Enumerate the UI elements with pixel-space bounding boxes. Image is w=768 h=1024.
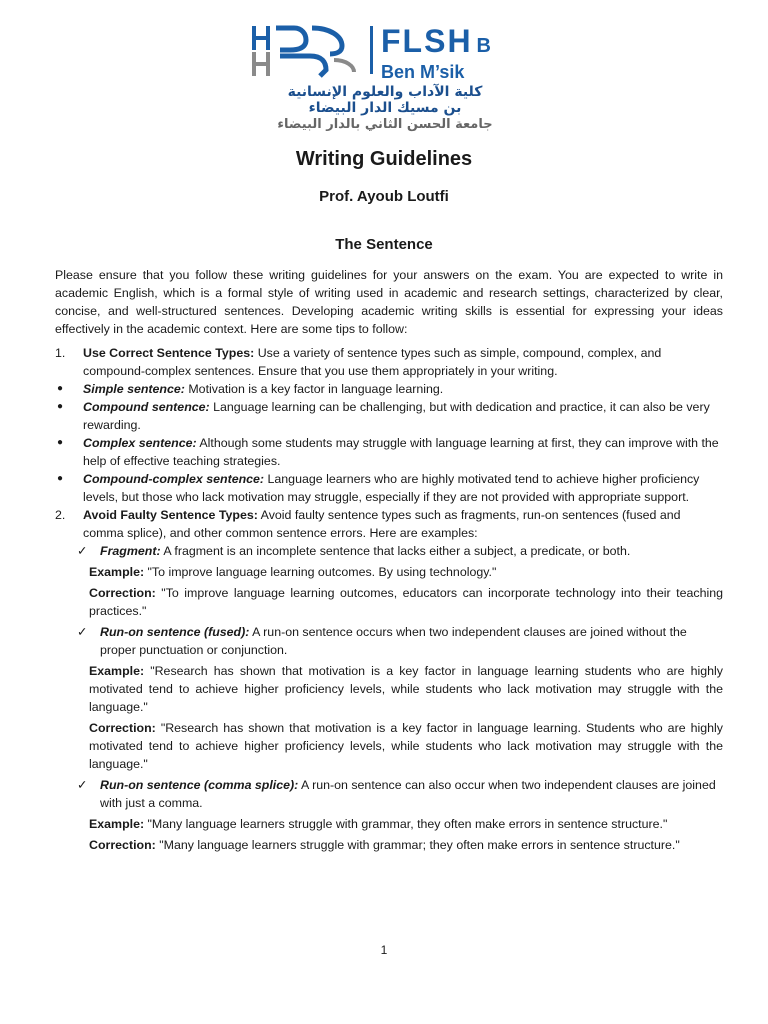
checkmark-icon: ✓ [77, 625, 88, 639]
logo-arabic-line-2: بن مسيك الدار البيضاء [308, 100, 462, 116]
bullet-icon: ● [57, 401, 64, 412]
page-number: 1 [380, 943, 388, 957]
example-text: "Many language learners struggle with grammar, they often make errors in sentence structure." [144, 817, 668, 831]
logo-brand: FLSH B [381, 23, 491, 59]
fault-item-fragment [55, 542, 723, 560]
document-title: Writing Guidelines [295, 148, 473, 170]
example-label: Example: [89, 817, 145, 831]
logo-subtitle: Ben M’sik [381, 62, 465, 82]
fault-label: Fragment: [100, 544, 161, 558]
fault-text: A run-on sentence occurs when two independent clauses are joined without the proper punctuation or conjunction. [100, 625, 687, 657]
university-logo [250, 22, 520, 132]
item-number: 1. [55, 346, 66, 360]
fault-item-fused [55, 623, 723, 659]
correction-text: "Many language learners struggle with grammar; they often make errors in sentence structure." [155, 838, 680, 852]
fault-label: Run-on sentence (comma splice): [100, 778, 299, 792]
flsh-emblem-icon [250, 22, 370, 78]
checkmark-icon: ✓ [77, 778, 88, 792]
correction-line [55, 584, 723, 620]
bullet-item [55, 380, 723, 398]
bullet-icon: ● [57, 383, 64, 394]
item-number: 2. [55, 508, 66, 522]
item-label: Avoid Faulty Sentence Types: [83, 508, 258, 522]
bullet-text: Although some students may struggle with language learning at first, they can improve with the help of effective teaching strategies. [83, 436, 719, 468]
bullet-label: Simple sentence: [83, 382, 185, 396]
example-line [55, 815, 723, 833]
bullet-item [55, 434, 723, 470]
example-text: "To improve language learning outcomes. By using technology." [144, 565, 497, 579]
numbered-item-1 [55, 344, 723, 380]
bullet-label: Complex sentence: [83, 436, 197, 450]
correction-label: Correction: [89, 586, 156, 600]
example-label: Example: [89, 664, 145, 678]
intro-paragraph: Please ensure that you follow these writing guidelines for your answers on the exam. You are expected to write in academic English, which is a formal style of writing used in academic and research settings, characterized by clear, concise, and well-structured sentences. Developing academic writing skills is essential for expressing your ideas effectively in the academic context. Here are some tips to follow: [55, 268, 723, 336]
logo-divider [370, 26, 373, 74]
correction-text: "Research has shown that motivation is a key factor in language learning. Students who are highly motivated tend to achieve higher proficiency levels, while students who lack motivation may struggle with the language." [89, 721, 723, 771]
bullet-item [55, 470, 723, 506]
item-label: Use Correct Sentence Types: [83, 346, 255, 360]
correction-line [55, 836, 723, 854]
item-text: Avoid faulty sentence types such as fragments, run-on sentences (fused and comma splice), and other common sentence errors. Here are examples: [83, 508, 681, 540]
logo-arabic-line-3: جامعة الحسن الثاني بالدار البيضاء [277, 117, 493, 132]
example-line [55, 662, 723, 716]
bullet-icon: ● [57, 473, 64, 484]
correction-label: Correction: [89, 838, 156, 852]
fault-label: Run-on sentence (fused): [100, 625, 250, 639]
bullet-text: Language learning can be challenging, but with dedication and practice, it can also be very rewarding. [83, 400, 710, 432]
example-label: Example: [89, 565, 145, 579]
correction-line [55, 719, 723, 773]
correction-label: Correction: [89, 721, 156, 735]
bullet-text: Motivation is a key factor in language learning. [184, 382, 444, 396]
bullet-label: Compound sentence: [83, 400, 210, 414]
logo-arabic-line-1: كلية الآداب والعلوم الإنسانية [287, 84, 483, 100]
document-body [55, 266, 723, 854]
bullet-label: Compound-complex sentence: [83, 472, 265, 486]
document-author: Prof. Ayoub Loutfi [319, 188, 449, 205]
example-line [55, 563, 723, 581]
example-text: "Research has shown that motivation is a key factor in language learning students who are highly motivated tend to achieve higher proficiency levels, while students who lack motivation may struggle with the language." [89, 664, 723, 714]
correction-text: "To improve language learning outcomes, educators can incorporate technology into their teaching practices." [89, 586, 723, 618]
bullet-icon: ● [57, 437, 64, 448]
bullet-item [55, 398, 723, 434]
item-text: Use a variety of sentence types such as simple, compound, complex, and compound-complex sentences. Ensure that you use them appropriately in your writing. [83, 346, 662, 378]
fault-item-comma-splice [55, 776, 723, 812]
bullet-text: Language learners who are highly motivated tend to achieve higher proficiency levels, but those who lack motivation may struggle, especially if they are not provided with appropriate support. [83, 472, 700, 504]
section-heading: The Sentence [335, 236, 433, 253]
fault-text: A fragment is an incomplete sentence that lacks either a subject, a predicate, or both. [160, 544, 631, 558]
fault-text: A run-on sentence can also occur when two independent clauses are joined with just a comma. [100, 778, 716, 810]
numbered-item-2 [55, 506, 723, 542]
checkmark-icon: ✓ [77, 544, 88, 558]
